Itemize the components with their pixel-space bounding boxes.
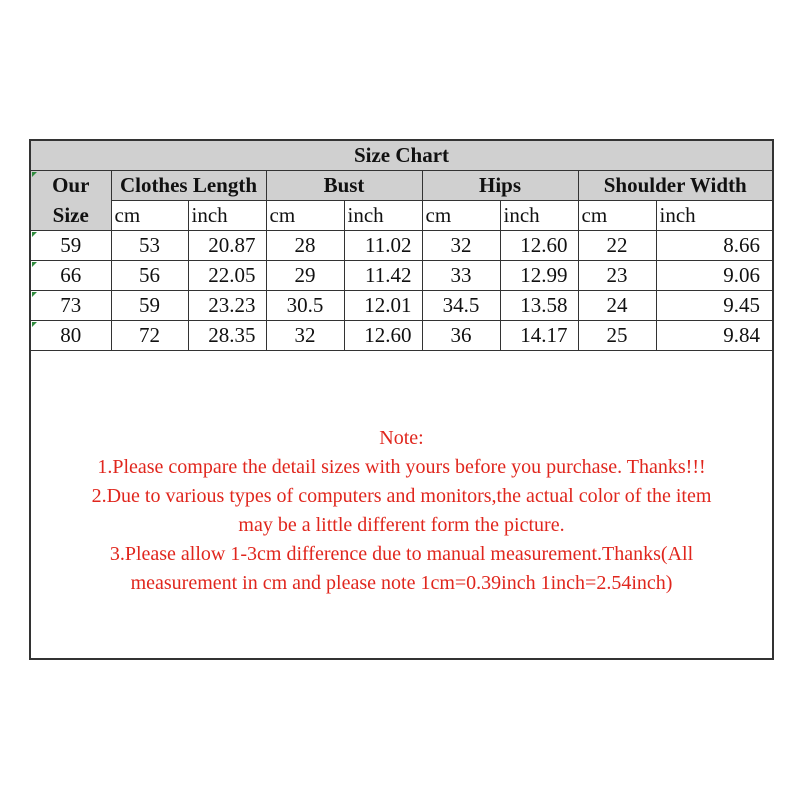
- bust-cm-cell: 30.5: [266, 291, 344, 321]
- note-line-2: 2.Due to various types of computers and monitors,the actual color of the item: [91, 485, 712, 507]
- hips-cm-cell: 34.5: [422, 291, 500, 321]
- unit-hips-inch: inch: [500, 201, 578, 231]
- size-cell: 59: [31, 231, 111, 261]
- group-header-row: [31, 171, 772, 201]
- shoulder-width-inch-cell: 9.84: [656, 321, 772, 351]
- size-cell: 66: [31, 261, 111, 291]
- unit-shoulder-width-cm: cm: [578, 201, 656, 231]
- note-line-5: measurement in cm and please note 1cm=0.39inch 1inch=2.54inch): [130, 572, 673, 594]
- hips-cm-cell: 32: [422, 231, 500, 261]
- hips-inch-cell: 13.58: [500, 291, 578, 321]
- shoulder-width-cm-cell: 23: [578, 261, 656, 291]
- note-block: [31, 424, 772, 598]
- unit-header-row: [31, 201, 772, 231]
- note-line-4: 3.Please allow 1-3cm difference due to manual measurement.Thanks(All: [109, 543, 694, 565]
- clothes-length-cm-cell: 53: [111, 231, 188, 261]
- unit-hips-cm: cm: [422, 201, 500, 231]
- unit-clothes-length-inch: inch: [188, 201, 266, 231]
- size-cell: 80: [31, 321, 111, 351]
- hips-inch-cell: 14.17: [500, 321, 578, 351]
- shoulder-width-inch-cell: 9.45: [656, 291, 772, 321]
- hips-inch-cell: 12.60: [500, 231, 578, 261]
- header-bust: Bust: [266, 171, 422, 201]
- header-clothes-length: Clothes Length: [111, 171, 266, 201]
- our-size-header-bottom: Size: [31, 201, 111, 231]
- title-row: [31, 141, 772, 171]
- clothes-length-cm-cell: 56: [111, 261, 188, 291]
- shoulder-width-cm-cell: 24: [578, 291, 656, 321]
- our-size-header-top: Our: [31, 171, 111, 201]
- bust-inch-cell: 11.02: [344, 231, 422, 261]
- shoulder-width-cm-cell: 22: [578, 231, 656, 261]
- bust-cm-cell: 28: [266, 231, 344, 261]
- clothes-length-inch-cell: 23.23: [188, 291, 266, 321]
- note-line-1: 1.Please compare the detail sizes with yours before you purchase. Thanks!!!: [97, 456, 706, 478]
- size-cell: 73: [31, 291, 111, 321]
- note-heading: Note:: [379, 427, 424, 449]
- unit-clothes-length-cm: cm: [111, 201, 188, 231]
- clothes-length-inch-cell: 28.35: [188, 321, 266, 351]
- size-table: [31, 141, 772, 351]
- unit-bust-cm: cm: [266, 201, 344, 231]
- clothes-length-cm-cell: 72: [111, 321, 188, 351]
- bust-inch-cell: 12.60: [344, 321, 422, 351]
- clothes-length-inch-cell: 22.05: [188, 261, 266, 291]
- table-row: [31, 321, 772, 351]
- bust-inch-cell: 11.42: [344, 261, 422, 291]
- hips-cm-cell: 33: [422, 261, 500, 291]
- header-hips: Hips: [422, 171, 578, 201]
- bust-cm-cell: 32: [266, 321, 344, 351]
- header-shoulder-width: Shoulder Width: [578, 171, 772, 201]
- shoulder-width-inch-cell: 8.66: [656, 231, 772, 261]
- table-title: Size Chart: [31, 141, 772, 171]
- clothes-length-inch-cell: 20.87: [188, 231, 266, 261]
- bust-inch-cell: 12.01: [344, 291, 422, 321]
- table-row: [31, 291, 772, 321]
- table-row: [31, 261, 772, 291]
- clothes-length-cm-cell: 59: [111, 291, 188, 321]
- unit-shoulder-width-inch: inch: [656, 201, 772, 231]
- table-row: [31, 231, 772, 261]
- shoulder-width-cm-cell: 25: [578, 321, 656, 351]
- bust-cm-cell: 29: [266, 261, 344, 291]
- hips-inch-cell: 12.99: [500, 261, 578, 291]
- note-line-3: may be a little different form the picture.: [238, 514, 565, 536]
- unit-bust-inch: inch: [344, 201, 422, 231]
- shoulder-width-inch-cell: 9.06: [656, 261, 772, 291]
- hips-cm-cell: 36: [422, 321, 500, 351]
- size-chart: [29, 139, 774, 660]
